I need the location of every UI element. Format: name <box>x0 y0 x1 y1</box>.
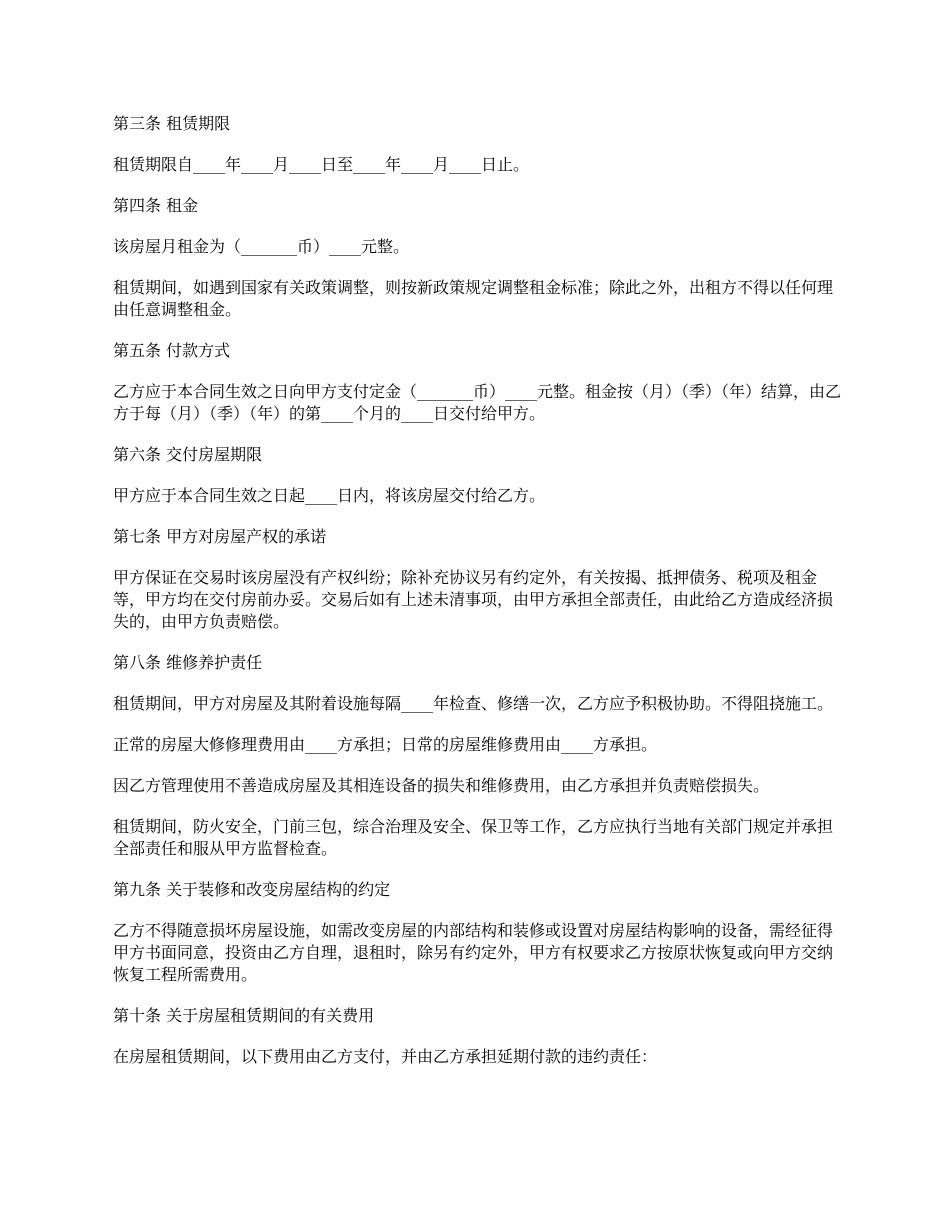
article-9-heading: 第九条 关于装修和改变房屋结构的约定 <box>113 880 391 899</box>
contract-text <box>113 113 843 1087</box>
article-6-delivery-paragraph: 甲方应于本合同生效之日起____日内，将该房屋交付给乙方。 <box>113 486 546 505</box>
article-4-rent-adjustment-paragraph: 租赁期间，如遇到国家有关政策调整，则按新政策规定调整租金标准；除此之外，出租方不得以任何理由任意调整租金。 <box>113 278 834 319</box>
article-8-inspection-paragraph: 租赁期间，甲方对房屋及其附着设施每隔____年检查、修缮一次，乙方应予积极协助。不得阻挠施工。 <box>113 694 834 713</box>
article-8-heading: 第八条 维修养护责任 <box>113 653 263 672</box>
article-9-renovation-paragraph: 乙方不得随意损坏房屋设施，如需改变房屋的内部结构和装修或设置对房屋结构影响的设备，需经征得甲方书面同意，投资由乙方自理，退租时，除另有约定外，甲方有权要求乙方按原状恢复或向甲方交纳恢复工程所需费用。 <box>113 921 834 984</box>
article-3-lease-term-paragraph: 租赁期限自____年____月____日至____年____月____日止。 <box>113 155 530 174</box>
article-3-heading: 第三条 租赁期限 <box>113 114 231 133</box>
article-7-title-commitment-paragraph: 甲方保证在交易时该房屋没有产权纠纷；除补充协议另有约定外，有关按揭、抵押债务、税项及租金等，甲方均在交付房前办妥。交易后如有上述未清事项，由甲方承担全部责任，由此给乙方造成经济损失的，由甲方负责赔偿。 <box>113 568 834 631</box>
article-10-fees-paragraph: 在房屋租赁期间，以下费用由乙方支付，并由乙方承担延期付款的违约责任： <box>113 1047 658 1066</box>
article-8-safety-paragraph: 租赁期间，防火安全，门前三包，综合治理及安全、保卫等工作，乙方应执行当地有关部门规定并承担全部责任和服从甲方监督检查。 <box>113 817 834 858</box>
article-5-heading: 第五条 付款方式 <box>113 341 231 360</box>
article-8-damage-paragraph: 因乙方管理使用不善造成房屋及其相连设备的损失和维修费用，由乙方承担并负责赔偿损失。 <box>113 776 770 795</box>
article-8-repair-cost-paragraph: 正常的房屋大修修理费用由____方承担；日常的房屋维修费用由____方承担。 <box>113 735 658 754</box>
article-4-rent-amount-paragraph: 该房屋月租金为（_______币）____元整。 <box>113 237 410 256</box>
article-4-heading: 第四条 租金 <box>113 196 199 215</box>
article-10-heading: 第十条 关于房屋租赁期间的有关费用 <box>113 1006 375 1025</box>
article-5-payment-paragraph: 乙方应于本合同生效之日向甲方支付定金（_______币）____元整。租金按（月）（季）（年）结算，由乙方于每（月）（季）（年）的第____个月的____日交付给甲方。 <box>113 382 842 423</box>
article-7-heading: 第七条 甲方对房屋产权的承诺 <box>113 527 327 546</box>
article-6-heading: 第六条 交付房屋期限 <box>113 445 263 464</box>
